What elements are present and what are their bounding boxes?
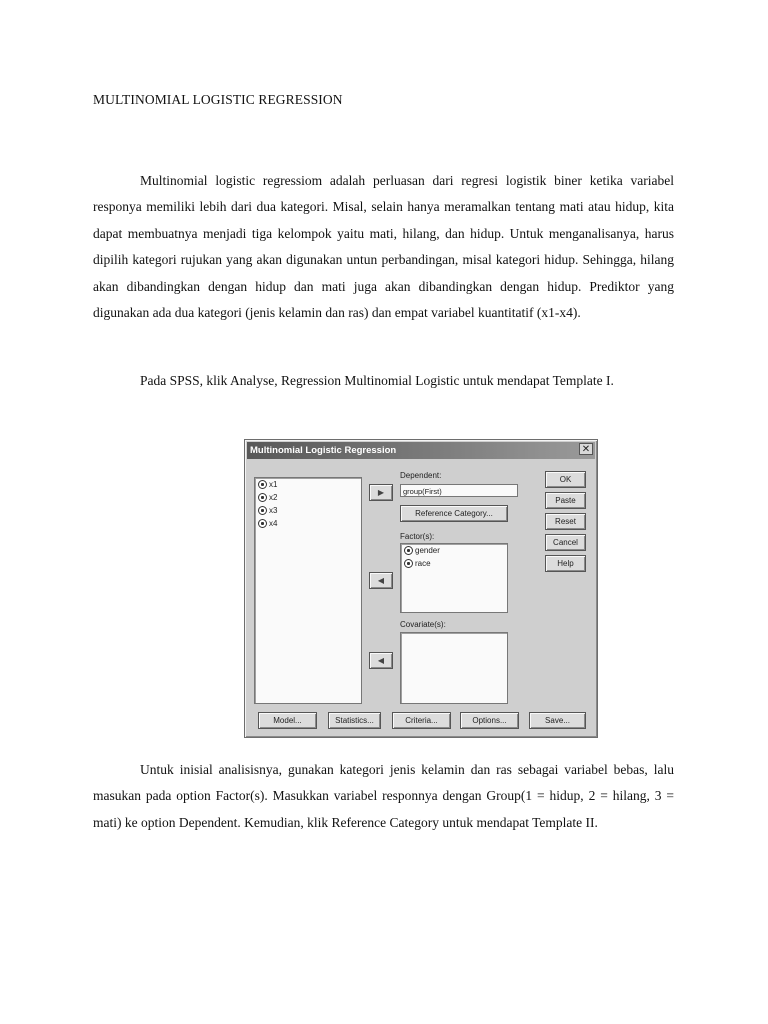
reset-button[interactable]: Reset <box>545 513 586 530</box>
options-button[interactable]: Options... <box>460 712 519 729</box>
scale-variable-icon <box>258 506 267 515</box>
reference-category-button[interactable]: Reference Category... <box>400 505 508 522</box>
factor-item[interactable]: gender <box>401 544 507 557</box>
variable-item[interactable]: x2 <box>255 491 361 504</box>
covariates-label: Covariate(s): <box>400 620 446 629</box>
covariates-list[interactable] <box>400 632 508 704</box>
ok-button[interactable]: OK <box>545 471 586 488</box>
move-to-covariates-button[interactable]: ◀ <box>369 652 393 669</box>
dependent-label: Dependent: <box>400 471 442 480</box>
paragraph-intro: Multinomial logistic regressiom adalah perluasan dari regresi logistik biner ketika variabel responya memiliki lebih dari dua kategori. Misal, selain hanya meramalkan tentang mati atau hidup, kita dapat membuatnya menjadi tiga kelompok yaitu mati, hilang, dan hidup. Untuk menganalisanya, harus dipilih kategori rujukan yang akan digunakan untun perbandingan, misal kategori hidup. Sehingga, hilang akan dibandingkan dengan hidup dan mati juga akan dibandingkan dengan hidup. Prediktor yang digunakan ada dua kategori (jenis kelamin dan ras) dan empat variabel kuantitatif (x1-x4). <box>93 173 674 321</box>
nominal-variable-icon <box>404 559 413 568</box>
statistics-button[interactable]: Statistics... <box>328 712 381 729</box>
scale-variable-icon <box>258 519 267 528</box>
factor-item[interactable]: race <box>401 557 507 570</box>
factors-list[interactable] <box>400 543 508 613</box>
move-to-dependent-button[interactable]: ▶ <box>369 484 393 501</box>
variable-item[interactable]: x3 <box>255 504 361 517</box>
multinomial-logistic-regression-dialog <box>244 439 598 738</box>
variable-item[interactable]: x1 <box>255 478 361 491</box>
cancel-button[interactable]: Cancel <box>545 534 586 551</box>
scale-variable-icon <box>258 480 267 489</box>
paste-button[interactable]: Paste <box>545 492 586 509</box>
paragraph-spss-step: Pada SPSS, klik Analyse, Regression Multinomial Logistic untuk mendapat Template I. <box>140 373 614 388</box>
help-button[interactable]: Help <box>545 555 586 572</box>
nominal-variable-icon <box>404 546 413 555</box>
variable-list[interactable] <box>254 477 362 704</box>
model-button[interactable]: Model... <box>258 712 317 729</box>
dialog-titlebar <box>247 442 595 459</box>
variable-item[interactable]: x4 <box>255 517 361 530</box>
scale-variable-icon <box>258 493 267 502</box>
criteria-button[interactable]: Criteria... <box>392 712 451 729</box>
move-to-factors-button[interactable]: ◀ <box>369 572 393 589</box>
document-title: MULTINOMIAL LOGISTIC REGRESSION <box>93 92 343 107</box>
paragraph-initial-analysis: Untuk inisial analisisnya, gunakan kategori jenis kelamin dan ras sebagai variabel bebas, lalu masukan pada option Factor(s). Masukkan variabel responnya dengan Group(1 = hidup, 2 = hilang, 3 = mati) ke option Dependent. Kemudian, klik Reference Category untuk mendapat Template II. <box>93 762 674 830</box>
close-button[interactable]: ✕ <box>579 443 593 455</box>
factors-label: Factor(s): <box>400 532 435 541</box>
save-button[interactable]: Save... <box>529 712 586 729</box>
dialog-title: Multinomial Logistic Regression <box>250 445 397 456</box>
dependent-field[interactable]: group(First) <box>400 484 518 497</box>
